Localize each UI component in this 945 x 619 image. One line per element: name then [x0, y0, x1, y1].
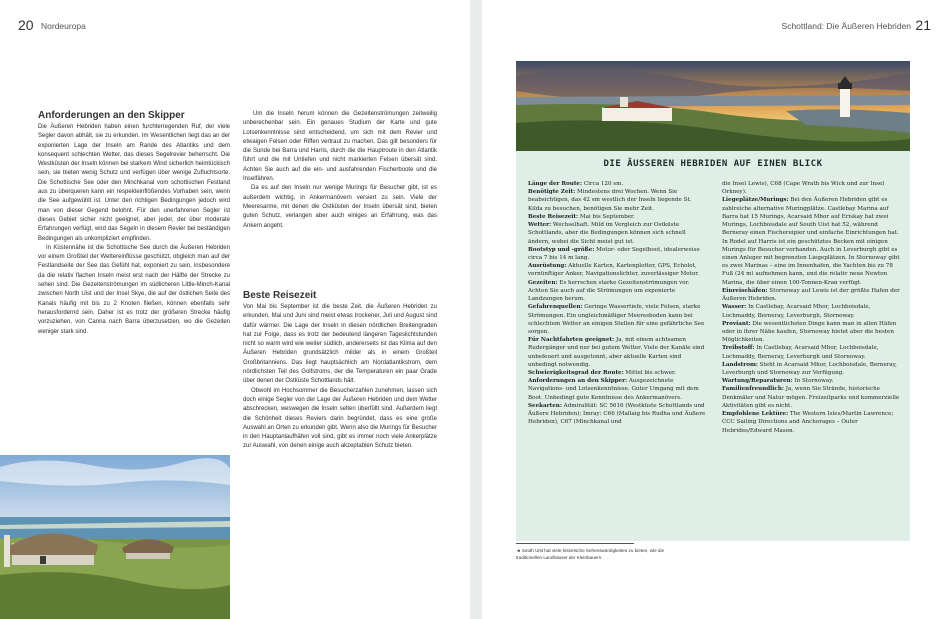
text-column-2 — [243, 110, 437, 231]
glance-item-label: Seekarten: — [528, 402, 562, 409]
glance-item — [528, 213, 706, 221]
glance-item-text: Motor- oder Segelboot, idealerweise circa 7 bis 14 m lang. — [528, 246, 700, 261]
glance-item-text: In Castlebay, Acarsaid Mhor, Lochboisdale, Lochmaddy, Berneray, Leverburgh und Stornoway. — [722, 345, 879, 360]
glance-item — [528, 246, 706, 262]
glance-item-label: Familienfreundlich: — [722, 386, 784, 393]
glance-item — [528, 377, 706, 402]
glance-item — [722, 344, 900, 360]
glance-item-text: Geringe Wassertiefe, viele Felsen, starke Strömungen. Ein ungleichmäßiger Meeresboden kann bei schlechtem Wetter an einigen Stellen für eine gefährliche See sorgen. — [528, 304, 705, 335]
glance-item-label: Benötigte Zeit: — [528, 189, 576, 196]
box-column-2 — [722, 180, 900, 435]
glance-item-label: Gefahrenquellen: — [528, 304, 583, 311]
paragraph: Die Äußeren Hebriden haben einen furchterregenden Ruf, der viele Segler davon abhält, sie zu erkunden. Im Wesentlichen liegt das an der exponierten Lage der Inseln am Rande des Atlantiks und dem konsequent schlechten Wetter, das dieses Segelrevier beherrscht. Die Westküsten der Inseln können bei starkem Wind sicherlich heimtückisch sein, sie bieten wenig Schutz und verfügen über wenige Zufluchtsorte. Die Schottische See oder den Minchkanal vom schottischen Festland aus zu überqueren kann ein respekteinflößendes Vorhaben sein, wenn die See aufgewühlt ist. Unter den richtigen Bedingungen jedoch wird man von dieser Gegend belohnt. Für den unerfahrenen Segler ist dieses Gebiet sicher nicht geeignet, aber jeder, der über moderate Erfahrungen verfügt, wird das Segeln in diesem Revier bei beständigen Bedingungen als unkompliziert empfinden. — [38, 124, 230, 242]
paragraph: In Küstennähe ist die Schottische See durch die Äußeren Hebriden vor einem Großteil der Wettereinflüsse geschützt, obgleich man auf der Festlandseite der See das Gefühl hat, exponiert zu sein, insbesondere da die relativ flachen Inseln meist erst nach der Hälfte der Strecke zu sehen sind. Die Gezeitenströmungen im südlicheren Little-Minch-Kanal zwischen North Uist und der Insel Skye, die auf der östlichen Seite des Kanals häufig mit bis zu 2 Knoten fließen, können ebenfalls sehr herausfordernd sein. Daher ist es trotz der größeren Strecke häufig vorzuziehen, von Canna nach Barra überzusetzen, wo die Gezeiten weniger stark sind. — [38, 244, 230, 335]
glance-item-label: Beste Reisezeit: — [528, 213, 579, 220]
glance-item — [528, 279, 706, 304]
section-heading-skipper: Anforderungen an den Skipper — [38, 110, 185, 121]
left-page — [0, 0, 470, 619]
box-title: DIE ÄUSSEREN HEBRIDEN AUF EINEN BLICK — [603, 159, 823, 169]
glance-item-label: Wasser: — [722, 304, 747, 311]
photo-caption: ◄ South Uist hat viele historische Sehenswürdigkeiten zu bieten, wie die traditionellen Landhäuser der Kleinbauern. — [516, 548, 665, 560]
glance-item-label: Empfohlene Lektüre: — [722, 411, 789, 418]
glance-item — [528, 188, 706, 213]
crofter-houses-photo — [0, 455, 230, 619]
glance-item-text: Circa 120 sm. — [582, 181, 624, 187]
glance-item — [722, 377, 900, 385]
glance-item-label: Landstrom: — [722, 361, 758, 368]
running-head-right: Schottland: Die Äußeren Hebriden — [781, 21, 911, 31]
glance-item-label: Wartung/Reparaturen: — [722, 378, 793, 385]
page-number-right: 21 — [915, 17, 931, 33]
glance-item-text: Mindestens drei Wochen. Wenn Sie beabsichtigen, das 42 sm westlich der Inseln liegende St. Kilda zu besuchen, benötigen Sie mehr Zeit. — [528, 189, 692, 212]
glance-item-label: Schwierigkeitsgrad der Route: — [528, 370, 624, 377]
glance-item — [528, 402, 706, 427]
glance-item-text: In Stornoway. — [792, 378, 834, 385]
paragraph: Von Mai bis September ist die beste Zeit, die Äußeren Hebriden zu erkunden. Mai und Juni sind meist etwas trockener, Juli und August sind dafür wärmer. Die Lage der Inseln in diesen nördlichen Breitengraden hat zur Folge, dass es trotz der bedeutend längeren Tageslichtstunden nicht so warm wird wie weiter südlich, andererseits ist das Klima auf den Äußeren Hebriden grundsätzlich milder als in einem Großteil Großbritanniens. Das liegt hauptsächlich am Nordatlantikstrom, dem nördlichsten Teil des Golfstroms, der die Temperaturen ein paar Grade über denen der Ostküste Schottlands hält. — [243, 304, 437, 385]
caption-rule — [516, 543, 634, 544]
glance-item — [722, 361, 900, 377]
glance-item-label: Für Nachtfahrten geeignet: — [528, 337, 615, 344]
text-column-1 — [38, 123, 230, 337]
glance-item — [722, 385, 900, 410]
section-heading-season: Beste Reisezeit — [243, 290, 317, 301]
glance-item — [722, 320, 900, 345]
text-column-2b — [243, 303, 437, 452]
lighthouse-sunset-photo — [516, 61, 910, 151]
glance-item — [528, 336, 706, 369]
glance-item-text: Wechselhaft. Mild im Vergleich zur Ostküste Schottlands, aber die Bedingungen können sich schnell ändern, wobei die Sicht meist gut ist. — [528, 222, 686, 245]
glance-item-text: Admiralität: SC 5616 (Westküste Schottlands und Äußere Hebriden); Imray: C66 (Mallaig bis Rudha und Äußere Hebriden), C67 (Minchkanal und — [528, 402, 706, 426]
glance-item-text: Mittel bis schwer. — [623, 370, 676, 377]
glance-item — [722, 196, 900, 286]
glance-item-text: Ja, wenn Sie Strände, historische Denkmäler und Natur mögen. Freizeitparks und kommerzielle Aktivitäten gibt es nicht. — [722, 386, 900, 409]
glance-item-text: Aktuelle Karten, Kartenplotter, GPS, Echolot, vernünftiger Anker, Navigationslichter, zuverlässiger Motor. — [528, 263, 700, 278]
glance-item-text: Mai bis September. — [578, 213, 635, 220]
glance-item-label: Liegeplätze/Murings: — [722, 197, 789, 204]
glance-item — [722, 287, 900, 303]
glance-item-text: In Castlebay, Acarsaid Mhor, Lochboisdale, Lochmaddy, Berneray, Leverburgh, Stornoway. — [722, 304, 871, 319]
glance-item — [528, 303, 706, 336]
glance-item-text: Bei den Äußeren Hebriden gibt es zahlreiche alternative Muringplätze. Castlebay Marina auf Barra hat 15 Murings, Acarsaid Mhor auf Eriskay hat zwei Murings, Lochboisdale auf South Uist hat 52, während Berneray einen Fischereipier und einfache Einrichtungen hat. In Rodel auf Harris ist ein geschütztes Becken mit einigen Murings für Besucher vorhanden. Auch in Leverburgh gibt es einen Anleger mit begrenzten Liegeplätzen. In Stornoway gibt es zwei Marinas – eine im Innenhafen, die Yachten bis zu 78 Fuß (24 m) aufnehmen kann, und die relativ neue Newton Marina, die über einen 100-Tonnen-Kran verfügt. — [722, 197, 900, 286]
glance-item-text: Ja, mit einem achtsamen Rudergänger und nur bei gutem Wetter. Viele der Kanäle sind unbefeuert und ausgetonnt, aber aktuelle Karten sind unbedingt notwendig. — [528, 337, 705, 368]
glance-item-text: Ausgezeichnete Navigations- und Lotsenkenntnisse. Guter Umgang mit dem Boot. Unbedingt gute Kenntnisse des Ankermanövers. — [528, 378, 699, 401]
glance-item-label: Einreisehäfen: — [722, 287, 768, 294]
glance-item — [528, 369, 706, 377]
glance-item-text: The Western Isles/Martin Lawrence; CCC Sailing Directions and Anchorages – Outer Hebrides/Edward Mason. — [722, 411, 894, 434]
glance-item-text: Es herrschen starke Gezeitenströmungen vor. Achten Sie auch auf die Strömungen um exponierte Landzungen herum. — [528, 279, 690, 303]
glance-item-text: Stornoway auf Lewis ist der größte Hafen der Äußeren Hebriden. — [722, 287, 900, 303]
glance-item-text: Die wesentlichsten Dinge kann man in allen Häfen oder in ihrer Nähe kaufen, Stornoway bietet aber die besten Möglichkeiten. — [722, 320, 897, 344]
glance-item-label: Anforderungen an den Skipper: — [528, 378, 628, 385]
glance-item — [528, 262, 706, 278]
paragraph: Obwohl im Hochsommer die Besucherzahlen zunehmen, lassen sich doch einige Segler von der Lage der Äußeren Hebriden und dem Wetter abschrecken, weswegen die Inseln selten überfüllt sind. Außerdem liegt die Schönheit dieses Reviers darin begründet, dass es eine große Auswahl an Orten zu erkunden gibt. Wenn also die Murings für Besucher in den Hauptanlaufhäfen voll sind, gibt es immer noch viele Ankerplätze zur Auswahl, von denen einige auch akzeptablen Schutz bieten. — [243, 387, 437, 450]
glance-item-text: Steht in Acarsaid Mhor, Lochboisdale, Berneray, Leverburgh und Stornoway zur Verfügung. — [722, 361, 897, 377]
glance-item — [528, 180, 706, 188]
running-head-left: Nordeuropa — [41, 21, 86, 31]
glance-item-label: Proviant: — [722, 320, 751, 327]
glance-item — [722, 180, 900, 196]
glance-item — [722, 303, 900, 319]
glance-item — [528, 221, 706, 246]
paragraph: Da es auf den Inseln nur wenige Murings für Besucher gibt, ist es außerdem wichtig, in Ankermanövern versiert zu sein. Viele der Meeresarme, mit denen die Ostküsten der Inseln übersät sind, bieten guten Schutz, verlangen aber auch einiges an Erfahrung, was das Ankern angeht. — [243, 185, 437, 229]
paragraph: Um die Inseln herum können die Gezeitenströmungen zeitweilig unberechenbar sein. Ein genaues Studium der Karte und gute Lotsenkenntnisse sind entscheidend, um sich mit dem Revier und etwaigen Felsen oder Riffen vertraut zu machen. Das gilt besonders für die Sunde bei Barra und Harris, durch die die Hauptroute in den Atlantik führt und die mit Untiefen und nicht markierten Felsen übersät sind. Achten Sie auch auf die ein- und ausfahrenden Fischerboote und die Inselfähren. — [243, 111, 437, 183]
glance-item-label: Gezeiten: — [528, 279, 558, 286]
glance-item-text: die Insel Lewis), C68 (Cape Wrath bis Wick und zur Insel Orkney). — [722, 181, 885, 196]
glance-item-label: Treibstoff: — [722, 345, 755, 352]
glance-item — [722, 410, 900, 435]
glance-item-label: Ausrüstung: — [528, 263, 567, 270]
glance-item-label: Bootstyp und -größe: — [528, 246, 595, 253]
glance-item-label: Länge der Route: — [528, 181, 583, 187]
box-column-1 — [528, 180, 706, 427]
page-number-left: 20 — [18, 17, 34, 33]
glance-item-label: Wetter: — [528, 222, 552, 229]
at-a-glance-box — [516, 151, 910, 541]
